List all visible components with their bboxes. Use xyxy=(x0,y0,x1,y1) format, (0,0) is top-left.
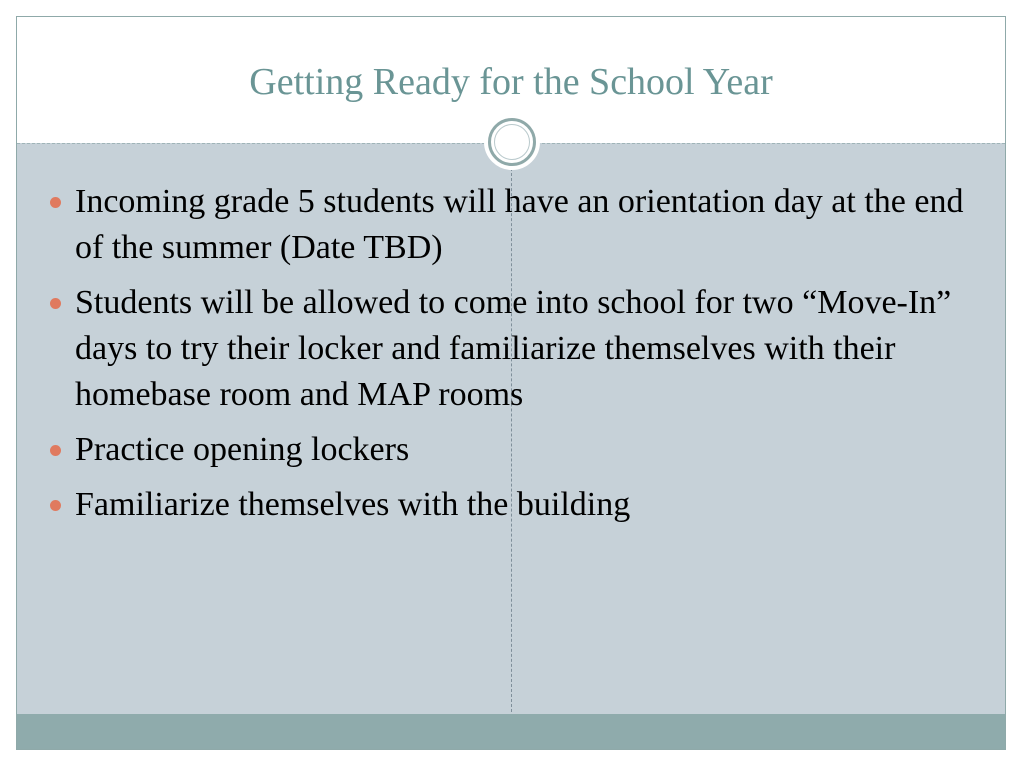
bullet-text: Familiarize themselves with the building xyxy=(75,486,631,523)
circle-ornament-icon xyxy=(484,114,540,170)
bullet-item xyxy=(49,179,969,271)
bullet-dot-icon xyxy=(50,445,61,456)
bullet-dot-icon xyxy=(50,500,61,511)
bullet-item xyxy=(49,427,969,473)
bullet-text: Incoming grade 5 students will have an orientation day at the end of the summer (Date TBD) xyxy=(75,183,964,266)
bullet-text: Students will be allowed to come into school for two “Move-In” days to try their locker and familiarize themselves with their homebase room and MAP rooms xyxy=(75,284,952,413)
bullet-dot-icon xyxy=(50,197,61,208)
slide xyxy=(16,16,1006,750)
bullet-dot-icon xyxy=(50,298,61,309)
bullet-item xyxy=(49,482,969,528)
bullet-list xyxy=(49,179,969,537)
slide-title: Getting Ready for the School Year xyxy=(249,61,773,103)
bottom-bar xyxy=(17,714,1005,749)
bullet-text: Practice opening lockers xyxy=(75,431,410,468)
ring-shape xyxy=(488,118,536,166)
bullet-item xyxy=(49,280,969,418)
